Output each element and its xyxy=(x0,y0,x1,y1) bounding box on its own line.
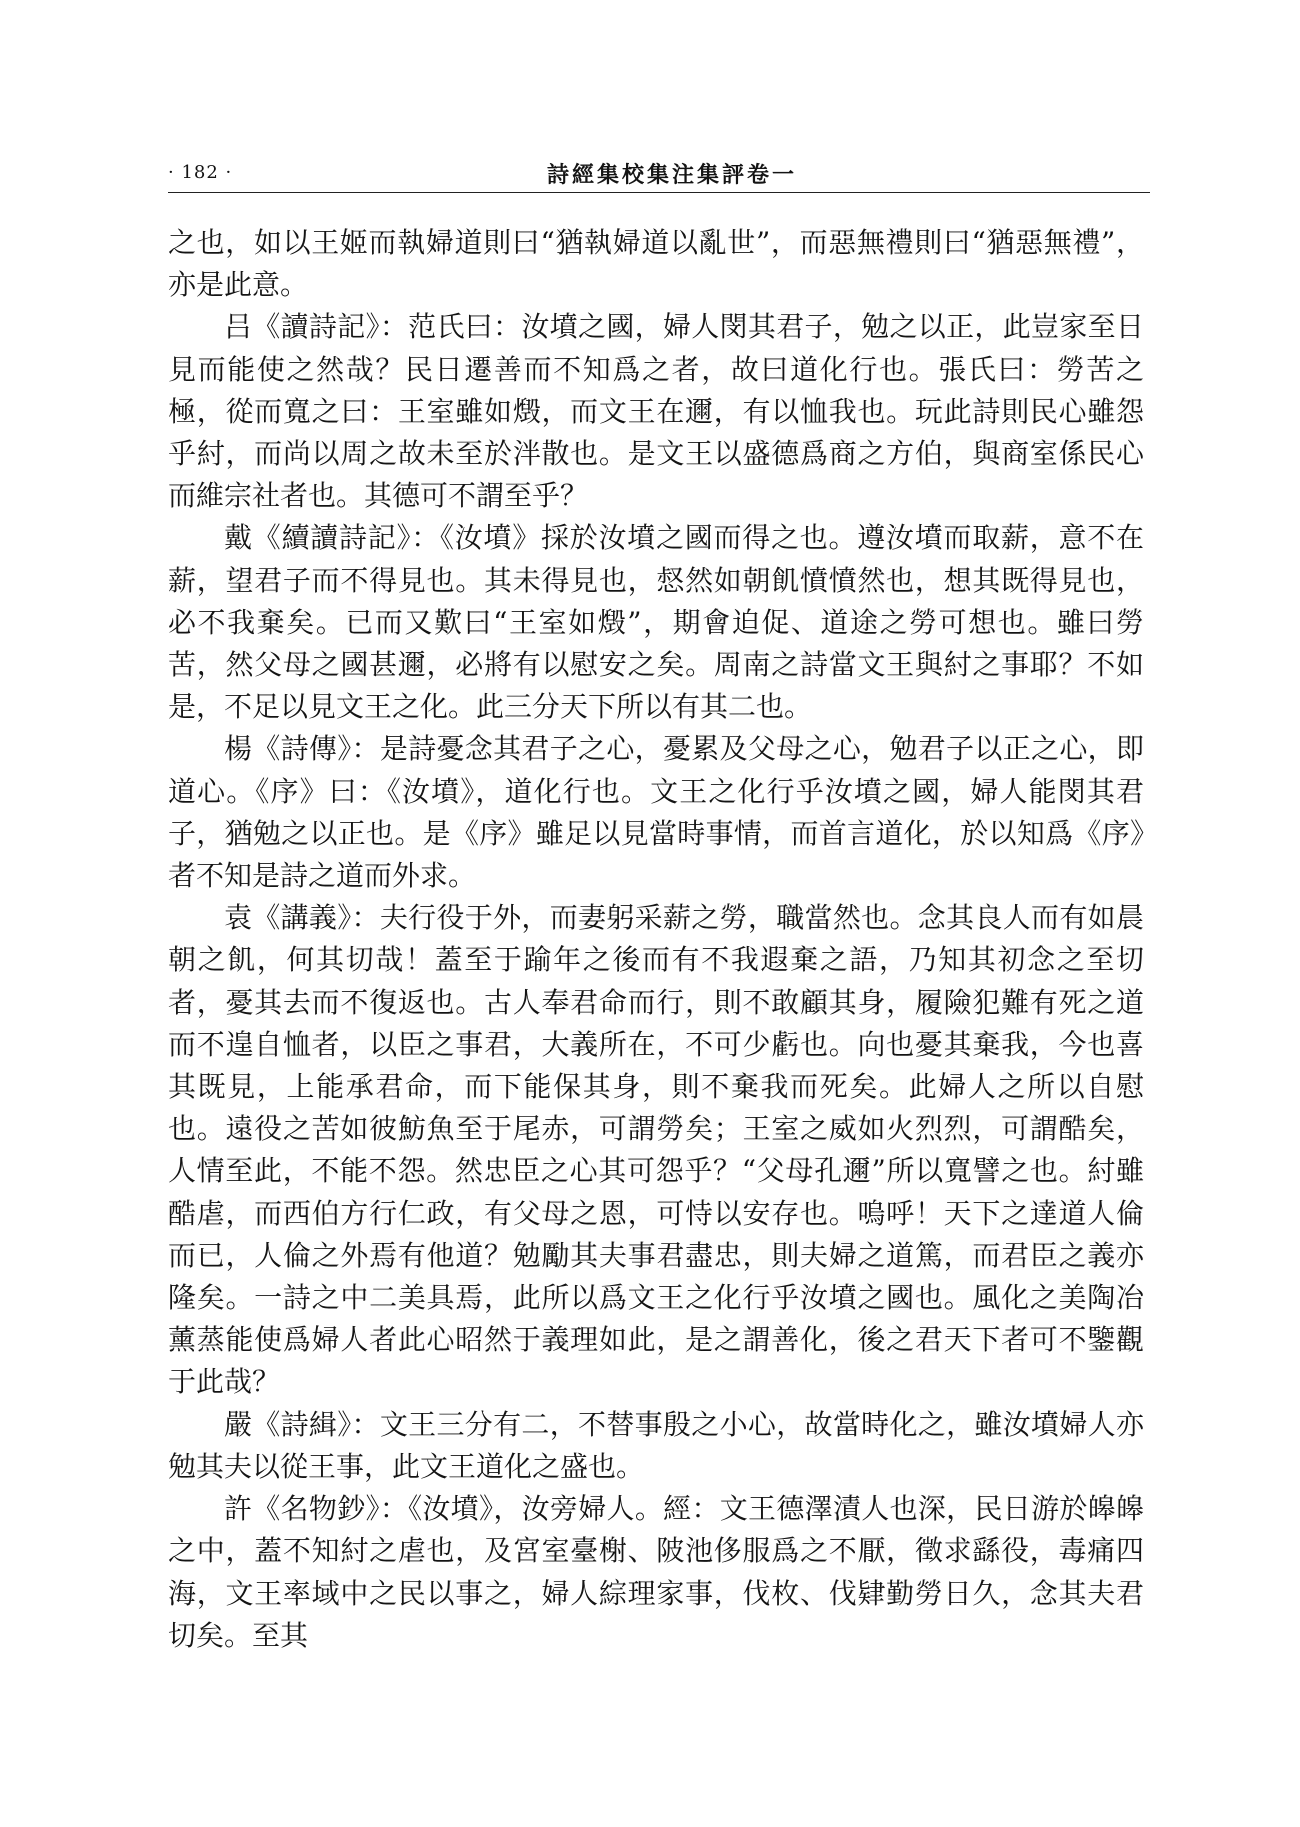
paragraph-continued: 之也，如以王姬而執婦道則曰“猶執婦道以亂世”，而惡無禮則曰“猶惡無禮”，亦是此意。 xyxy=(168,226,1144,302)
body-text xyxy=(168,222,1144,1657)
page-header xyxy=(168,156,1150,196)
paragraph-xu-mingwuchao: 許《名物鈔》：《汝墳》，汝旁婦人。經：文王德澤漬人也深，民日游於皞皞之中，蓋不知紂之虐也，及宮室臺榭、陂池侈服爲之不厭，徵求繇役，毒痛四海，文王率域中之民以事之，婦人綜理家事，伐枚、伐肄勤勞日久，念其夫君切矣。至其 xyxy=(168,1492,1144,1652)
header-rule xyxy=(168,192,1150,193)
paragraph-yang-shizhuan: 楊《詩傳》：是詩憂念其君子之心，憂累及父母之心，勉君子以正之心，即道心。《序》曰：《汝墳》，道化行也。文王之化行乎汝墳之國，婦人能閔其君子，猶勉之以正也。是《序》雖足以見當時事情，而首言道化，於以知爲《序》者不知是詩之道而外求。 xyxy=(168,732,1144,893)
paragraph-lu-dushiji: 吕《讀詩記》：范氏曰：汝墳之國，婦人閔其君子，勉之以正，此豈家至日見而能使之然哉？民日遷善而不知爲之者，故曰道化行也。張氏曰：勞苦之極，從而寬之曰：王室雖如燬，而文王在邇，有以恤我也。玩此詩則民心雖怨乎紂，而尚以周之故未至於泮散也。是文王以盛德爲商之方伯，與商室係民心而維宗社者也。其德可不謂至乎？ xyxy=(168,310,1144,513)
paragraph-dai-xudushiji: 戴《續讀詩記》：《汝墳》採於汝墳之國而得之也。遵汝墳而取薪，意不在薪，望君子而不得見也。其未得見也，惄然如朝飢憤憤然也，想其既得見也，必不我棄矣。已而又歎曰“王室如燬”，期會迫促、道途之勞可想也。雖曰勞苦，然父母之國甚邇，必將有以慰安之矣。周南之詩當文王與紂之事耶？不如是，不足以見文王之化。此三分天下所以有其二也。 xyxy=(168,521,1144,724)
page-number: · 182 · xyxy=(168,162,233,183)
paragraph-yuan-jiangyi: 袁《講義》：夫行役于外，而妻躬采薪之勞，職當然也。念其良人而有如晨朝之飢，何其切哉！蓋至于踰年之後而有不我遐棄之語，乃知其初念之至切者，憂其去而不復返也。古人奉君命而行，則不敢顧其身，履險犯難有死之道而不遑自恤者，以臣之事君，大義所在，不可少虧也。向也憂其棄我，今也喜其既見，上能承君命，而下能保其身，則不棄我而死矣。此婦人之所以自慰也。遠役之苦如彼魴魚至于尾赤，可謂勞矣；王室之威如火烈烈，可謂酷矣，人情至此，不能不怨。然忠臣之心其可怨乎？“父母孔邇”所以寬譬之也。紂雖酷虐，而西伯方行仁政，有父母之恩，可恃以安存也。嗚呼！天下之達道人倫而已，人倫之外焉有他道？勉勵其夫事君盡忠，則夫婦之道篤，而君臣之義亦隆矣。一詩之中二美具焉，此所以爲文王之化行乎汝墳之國也。風化之美陶冶薰蒸能使爲婦人者此心昭然于義理如此，是之謂善化，後之君天下者可不鑒觀于此哉？ xyxy=(168,901,1144,1399)
paragraph-yan-shiji: 嚴《詩緝》：文王三分有二，不替事殷之小心，故當時化之，雖汝墳婦人亦勉其夫以從王事，此文王道化之盛也。 xyxy=(168,1407,1144,1483)
running-title: 詩經集校集注集評卷一 xyxy=(547,162,798,188)
